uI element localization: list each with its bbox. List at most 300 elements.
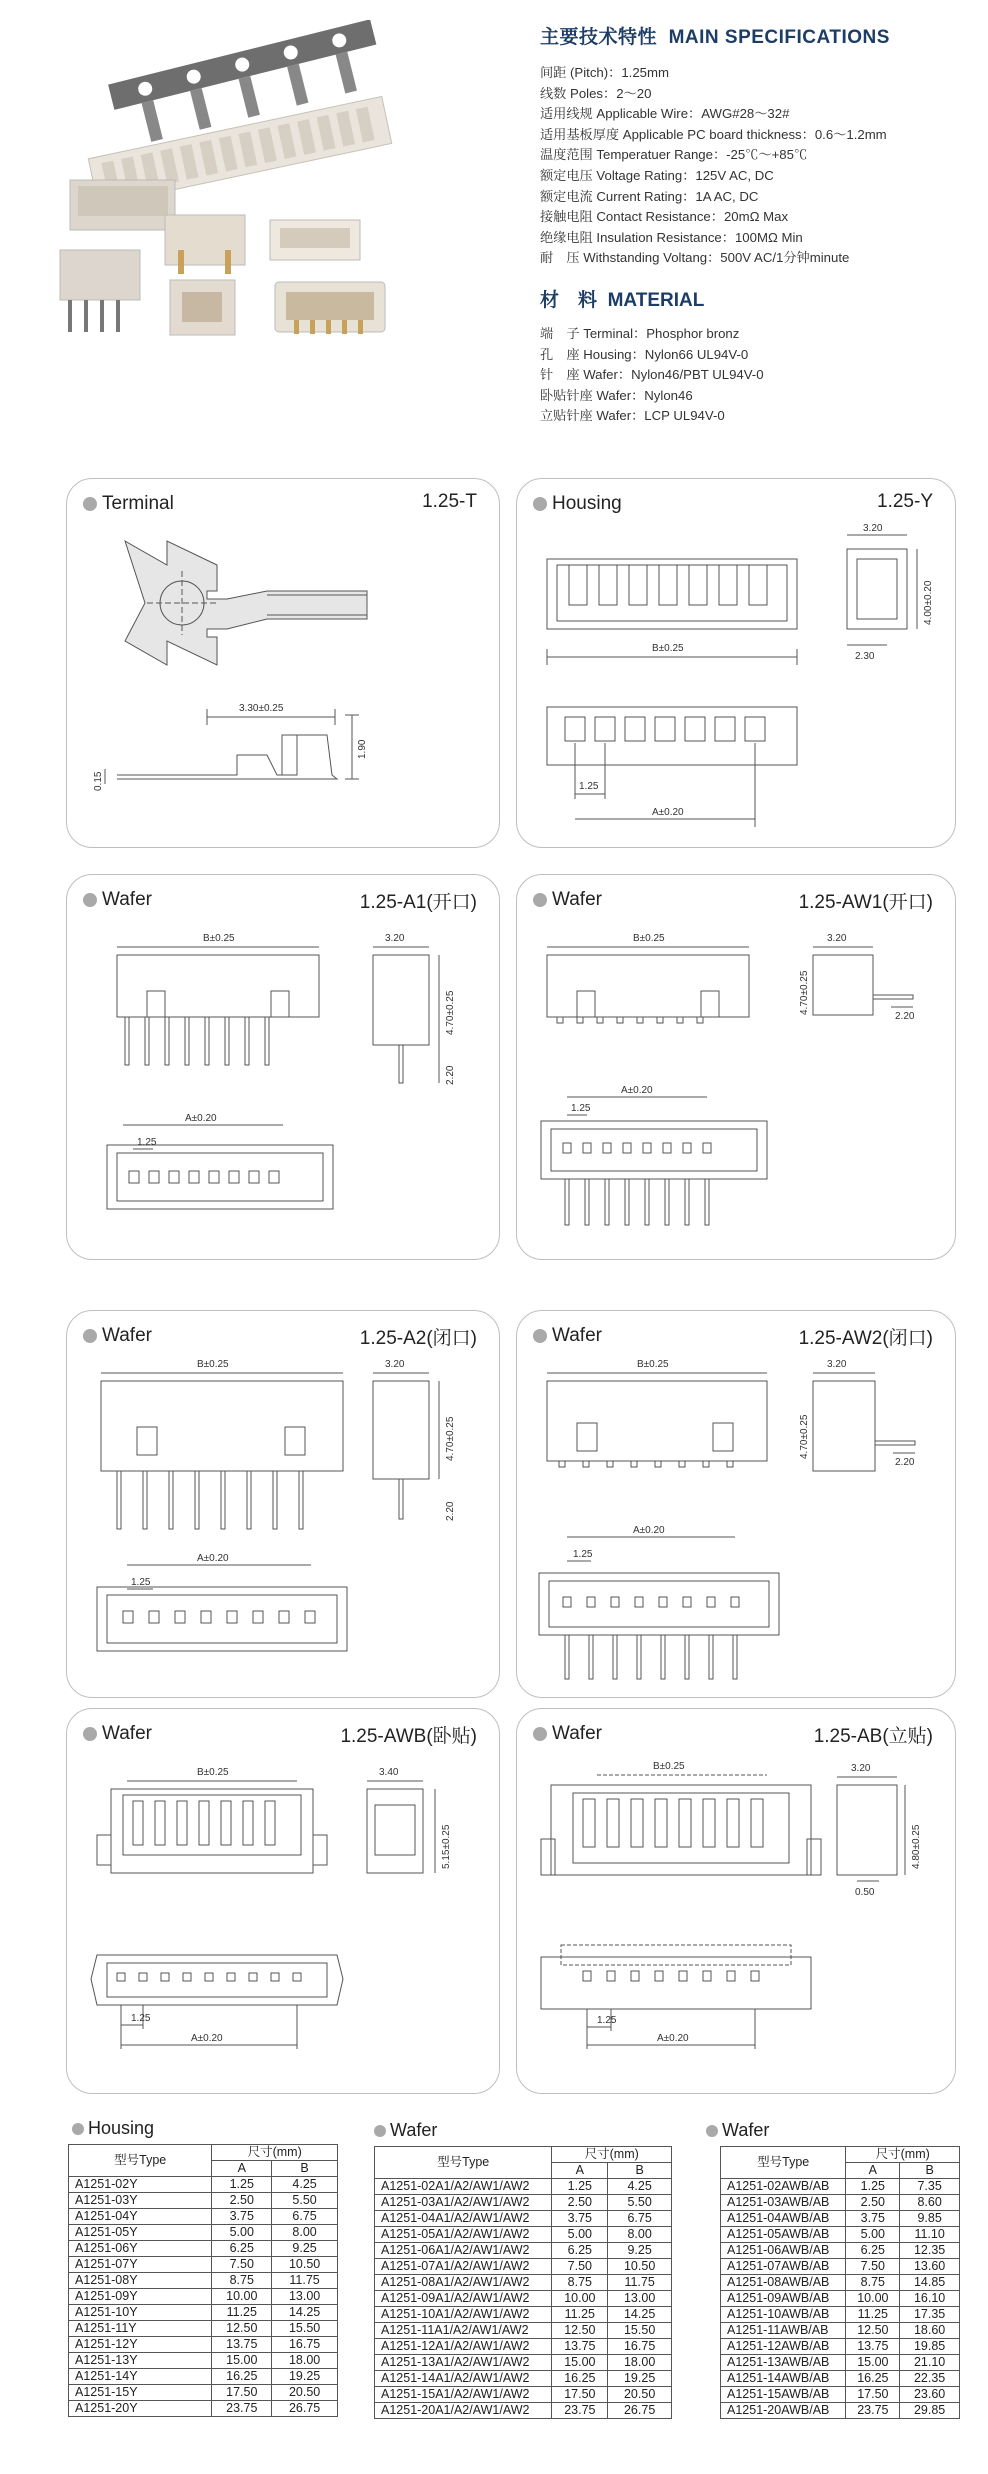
dim-label: 3.20 <box>385 1359 405 1370</box>
dim-b-cell: 17.35 <box>900 2307 960 2323</box>
dim-b-cell: 13.00 <box>272 2289 338 2305</box>
dim-label: 3.20 <box>827 1359 847 1370</box>
col-header-size: 尺寸(mm) <box>212 2145 338 2161</box>
model-cell: A1251-10Y <box>69 2305 212 2321</box>
spec-line: 间距 (Pitch)：1.25mm <box>540 65 669 80</box>
panel-header <box>83 1325 152 1347</box>
table-row <box>721 2387 960 2403</box>
model-cell: A1251-06AWB/AB <box>721 2243 846 2259</box>
dim-b-cell: 18.00 <box>272 2353 338 2369</box>
wafer-a2-drawing <box>67 1311 501 1699</box>
panel-header <box>83 1723 152 1745</box>
model-cell: A1251-04AWB/AB <box>721 2211 846 2227</box>
dim-label: 1.25 <box>131 2013 151 2024</box>
dim-b-cell: 18.00 <box>608 2355 672 2371</box>
dim-a-cell: 2.50 <box>552 2195 608 2211</box>
table-row <box>375 2355 672 2371</box>
dim-b-cell: 18.60 <box>900 2323 960 2339</box>
dim-label: A±0.20 <box>197 1553 229 1564</box>
dim-b-cell: 5.50 <box>608 2195 672 2211</box>
spec-line: 适用基板厚度 Applicable PC board thickness：0.6～1.2mm <box>540 126 887 142</box>
spec-line: 耐 压 Withstanding Voltang：500V AC/1分钟minute <box>540 250 850 266</box>
panel-header <box>533 889 602 911</box>
col-header-type: 型号Type <box>721 2147 846 2179</box>
part-code: 1.25-AWB(卧贴) <box>340 1726 477 1747</box>
dim-a-cell: 7.50 <box>552 2259 608 2275</box>
table-header-row <box>375 2147 672 2163</box>
panel-title: Wafer <box>552 1325 602 1346</box>
dim-a-cell: 17.50 <box>846 2387 900 2403</box>
wafer-awb-size-table <box>720 2146 960 2419</box>
dim-a-cell: 12.50 <box>212 2321 272 2337</box>
dim-b-cell: 16.75 <box>608 2339 672 2355</box>
material-line: 孔 座 Housing：Nylon66 UL94V-0 <box>540 346 749 362</box>
bullet-icon <box>83 1329 97 1343</box>
dim-label: B±0.25 <box>633 933 665 944</box>
part-code: 1.25-T <box>422 491 477 512</box>
table-title: Housing <box>88 2118 155 2138</box>
dim-a-cell: 6.25 <box>212 2241 272 2257</box>
table-row <box>375 2371 672 2387</box>
dim-label: A±0.20 <box>185 1113 217 1124</box>
dim-b-cell: 10.50 <box>272 2257 338 2273</box>
spec-line: 额定电压 Voltage Rating：125V AC, DC <box>540 167 774 183</box>
model-cell: A1251-12AWB/AB <box>721 2339 846 2355</box>
dim-b-cell: 8.00 <box>608 2227 672 2243</box>
model-cell: A1251-09Y <box>69 2289 212 2305</box>
material-line: 立贴针座 Wafer：LCP UL94V-0 <box>540 408 725 424</box>
dim-b-cell: 15.50 <box>608 2323 672 2339</box>
model-cell: A1251-12A1/A2/AW1/AW2 <box>375 2339 552 2355</box>
wafer-aw2-drawing-panel <box>516 1310 956 1698</box>
table-row <box>69 2401 338 2417</box>
dim-b-cell: 7.35 <box>900 2179 960 2195</box>
bullet-icon <box>83 1727 97 1741</box>
dim-a-cell: 5.00 <box>846 2227 900 2243</box>
dim-b-cell: 19.25 <box>272 2369 338 2385</box>
bullet-icon <box>706 2125 718 2137</box>
material-title <box>540 285 980 312</box>
table-row <box>69 2369 338 2385</box>
wafer-aw2-drawing <box>517 1311 957 1699</box>
model-cell: A1251-08Y <box>69 2273 212 2289</box>
bullet-icon <box>533 893 547 907</box>
model-cell: A1251-05Y <box>69 2225 212 2241</box>
dim-label: 4.70±0.25 <box>799 970 810 1015</box>
spec-line: 温度范围 Temperatuer Range：-25℃～+85℃ <box>540 147 808 163</box>
dim-a-cell: 11.25 <box>212 2305 272 2321</box>
specifications-title <box>540 22 980 49</box>
dim-b-cell: 8.00 <box>272 2225 338 2241</box>
dim-label: B±0.25 <box>197 1359 229 1370</box>
dim-a-cell: 10.00 <box>552 2291 608 2307</box>
table-row <box>375 2211 672 2227</box>
part-code: 1.25-AB(立贴) <box>813 1726 933 1747</box>
dim-a-cell: 6.25 <box>552 2243 608 2259</box>
housing-drawing <box>517 479 957 849</box>
model-cell: A1251-14AWB/AB <box>721 2371 846 2387</box>
model-cell: A1251-04Y <box>69 2209 212 2225</box>
material-line: 卧贴针座 Wafer：Nylon46 <box>540 387 693 403</box>
table-row <box>721 2339 960 2355</box>
dim-label: A±0.20 <box>652 807 684 818</box>
dim-a-cell: 2.50 <box>846 2195 900 2211</box>
wafer-awb-table-heading <box>706 2120 769 2141</box>
dim-b-cell: 14.25 <box>608 2307 672 2323</box>
wafer-aw1-drawing <box>517 875 957 1261</box>
dim-label: 0.15 <box>93 771 104 791</box>
table-row <box>375 2243 672 2259</box>
dim-b-cell: 10.50 <box>608 2259 672 2275</box>
part-code: 1.25-AW2(闭口) <box>798 1328 933 1349</box>
table-row <box>721 2291 960 2307</box>
dim-a-cell: 1.25 <box>846 2179 900 2195</box>
dim-b-cell: 16.75 <box>272 2337 338 2353</box>
table-row <box>69 2305 338 2321</box>
dim-label: 4.70±0.25 <box>445 990 456 1035</box>
dim-label: 1.25 <box>571 1103 591 1114</box>
dim-label: 1.90 <box>357 739 368 759</box>
model-cell: A1251-20AWB/AB <box>721 2403 846 2419</box>
spec-line: 适用线规 Applicable Wire：AWG#28～32# <box>540 106 790 122</box>
bullet-icon <box>533 497 547 511</box>
model-cell: A1251-10AWB/AB <box>721 2307 846 2323</box>
col-header-b: B <box>608 2163 672 2179</box>
dim-a-cell: 1.25 <box>212 2177 272 2193</box>
part-code: 1.25-Y <box>877 491 933 512</box>
dim-label: 2.20 <box>895 1457 915 1468</box>
specifications-block <box>540 22 980 427</box>
bullet-icon <box>533 1329 547 1343</box>
spec-line: 绝缘电阻 Insulation Resistance：100MΩ Min <box>540 229 803 245</box>
model-cell: A1251-07A1/A2/AW1/AW2 <box>375 2259 552 2275</box>
dim-b-cell: 19.25 <box>608 2371 672 2387</box>
dim-a-cell: 7.50 <box>846 2259 900 2275</box>
model-cell: A1251-11AWB/AB <box>721 2323 846 2339</box>
panel-title: Wafer <box>102 889 152 910</box>
dim-label: 5.15±0.25 <box>441 1824 452 1869</box>
spec-line: 接触电阻 Contact Resistance：20mΩ Max <box>540 209 789 225</box>
dim-b-cell: 9.25 <box>608 2243 672 2259</box>
panel-title: Wafer <box>102 1723 152 1744</box>
dim-a-cell: 23.75 <box>846 2403 900 2419</box>
dim-a-cell: 10.00 <box>846 2291 900 2307</box>
table-row <box>721 2403 960 2419</box>
table-row <box>69 2177 338 2193</box>
dim-label: 2.30 <box>855 651 875 662</box>
dim-b-cell: 20.50 <box>272 2385 338 2401</box>
col-header-a: A <box>212 2161 272 2177</box>
dim-label: B±0.25 <box>652 643 684 654</box>
dim-b-cell: 13.60 <box>900 2259 960 2275</box>
table-row <box>375 2195 672 2211</box>
table-row <box>69 2257 338 2273</box>
dim-label: 1.25 <box>137 1137 157 1148</box>
dim-a-cell: 11.25 <box>552 2307 608 2323</box>
dim-b-cell: 13.00 <box>608 2291 672 2307</box>
table-row <box>69 2337 338 2353</box>
dim-label: 3.20 <box>863 523 883 534</box>
model-cell: A1251-11Y <box>69 2321 212 2337</box>
table-title: Wafer <box>722 2120 770 2140</box>
wafer-a1-drawing-panel <box>66 874 500 1260</box>
dim-label: B±0.25 <box>637 1359 669 1370</box>
wafer-a2-drawing-panel <box>66 1310 500 1698</box>
dim-a-cell: 15.00 <box>846 2355 900 2371</box>
dim-label: 0.50 <box>855 1887 875 1898</box>
table-row <box>375 2227 672 2243</box>
dim-label: 1.25 <box>131 1577 151 1588</box>
dim-label: 2.20 <box>445 1065 456 1085</box>
dim-a-cell: 5.00 <box>212 2225 272 2241</box>
table-row <box>721 2211 960 2227</box>
dim-b-cell: 6.75 <box>272 2209 338 2225</box>
model-cell: A1251-09AWB/AB <box>721 2291 846 2307</box>
table-row <box>375 2339 672 2355</box>
wafer-a1-drawing <box>67 875 501 1261</box>
terminal-drawing-panel <box>66 478 500 848</box>
dim-a-cell: 16.25 <box>552 2371 608 2387</box>
table-row <box>721 2307 960 2323</box>
model-cell: A1251-15A1/A2/AW1/AW2 <box>375 2387 552 2403</box>
housing-drawing-panel <box>516 478 956 848</box>
dim-b-cell: 19.85 <box>900 2339 960 2355</box>
model-cell: A1251-02AWB/AB <box>721 2179 846 2195</box>
table-row <box>721 2355 960 2371</box>
model-cell: A1251-07Y <box>69 2257 212 2273</box>
dim-b-cell: 21.10 <box>900 2355 960 2371</box>
dim-b-cell: 26.75 <box>608 2403 672 2419</box>
dim-b-cell: 6.75 <box>608 2211 672 2227</box>
model-cell: A1251-03AWB/AB <box>721 2195 846 2211</box>
dim-a-cell: 11.25 <box>846 2307 900 2323</box>
panel-header <box>533 1723 602 1745</box>
dim-label: B±0.25 <box>203 933 235 944</box>
col-header-type: 型号Type <box>375 2147 552 2179</box>
model-cell: A1251-13A1/A2/AW1/AW2 <box>375 2355 552 2371</box>
model-cell: A1251-20A1/A2/AW1/AW2 <box>375 2403 552 2419</box>
model-cell: A1251-11A1/A2/AW1/AW2 <box>375 2323 552 2339</box>
model-cell: A1251-05A1/A2/AW1/AW2 <box>375 2227 552 2243</box>
table-row <box>69 2289 338 2305</box>
dim-a-cell: 2.50 <box>212 2193 272 2209</box>
dim-a-cell: 5.00 <box>552 2227 608 2243</box>
wafer-size-table <box>374 2146 672 2419</box>
col-header-b: B <box>272 2161 338 2177</box>
model-cell: A1251-15Y <box>69 2385 212 2401</box>
dim-a-cell: 1.25 <box>552 2179 608 2195</box>
table-row <box>375 2275 672 2291</box>
dim-b-cell: 9.85 <box>900 2211 960 2227</box>
spec-line: 线数 Poles：2～20 <box>540 85 652 101</box>
dim-label: 2.20 <box>445 1501 456 1521</box>
dim-b-cell: 29.85 <box>900 2403 960 2419</box>
dim-a-cell: 15.00 <box>212 2353 272 2369</box>
dim-label: 4.70±0.25 <box>445 1416 456 1461</box>
wafer-awb-drawing <box>67 1709 501 2095</box>
material-title-en: MATERIAL <box>607 289 705 311</box>
table-title: Wafer <box>390 2120 438 2140</box>
wafer-ab-drawing-panel <box>516 1708 956 2094</box>
table-row <box>721 2243 960 2259</box>
dim-a-cell: 23.75 <box>552 2403 608 2419</box>
dim-b-cell: 23.60 <box>900 2387 960 2403</box>
dim-label: 1.25 <box>573 1549 593 1560</box>
table-row <box>69 2321 338 2337</box>
table-row <box>721 2259 960 2275</box>
wafer-ab-drawing <box>517 1709 957 2095</box>
dim-a-cell: 3.75 <box>846 2211 900 2227</box>
dim-b-cell: 22.35 <box>900 2371 960 2387</box>
dim-a-cell: 23.75 <box>212 2401 272 2417</box>
model-cell: A1251-05AWB/AB <box>721 2227 846 2243</box>
col-header-a: A <box>846 2163 900 2179</box>
table-row <box>375 2179 672 2195</box>
model-cell: A1251-14Y <box>69 2369 212 2385</box>
table-row <box>375 2403 672 2419</box>
dim-label: 4.70±0.25 <box>799 1414 810 1459</box>
col-header-a: A <box>552 2163 608 2179</box>
table-row <box>69 2209 338 2225</box>
dim-b-cell: 14.25 <box>272 2305 338 2321</box>
model-cell: A1251-03A1/A2/AW1/AW2 <box>375 2195 552 2211</box>
panel-title: Terminal <box>102 493 174 514</box>
model-cell: A1251-02Y <box>69 2177 212 2193</box>
table-row <box>721 2227 960 2243</box>
dim-a-cell: 8.75 <box>212 2273 272 2289</box>
model-cell: A1251-14A1/A2/AW1/AW2 <box>375 2371 552 2387</box>
dim-b-cell: 11.10 <box>900 2227 960 2243</box>
material-line: 端 子 Terminal：Phosphor bronz <box>540 325 740 341</box>
dim-a-cell: 13.75 <box>552 2339 608 2355</box>
specifications-title-en: MAIN SPECIFICATIONS <box>668 27 890 48</box>
dim-b-cell: 15.50 <box>272 2321 338 2337</box>
housing-table-heading <box>72 2118 154 2139</box>
dim-b-cell: 5.50 <box>272 2193 338 2209</box>
dim-a-cell: 8.75 <box>846 2275 900 2291</box>
dim-b-cell: 11.75 <box>272 2273 338 2289</box>
dim-b-cell: 8.60 <box>900 2195 960 2211</box>
panel-title: Wafer <box>552 889 602 910</box>
dim-label: 4.80±0.25 <box>911 1824 922 1869</box>
bullet-icon <box>374 2125 386 2137</box>
model-cell: A1251-20Y <box>69 2401 212 2417</box>
model-cell: A1251-12Y <box>69 2337 212 2353</box>
table-row <box>721 2179 960 2195</box>
table-header-row <box>69 2145 338 2161</box>
panel-header <box>83 889 152 911</box>
dim-label: 1.25 <box>597 2015 617 2026</box>
panel-title: Wafer <box>552 1723 602 1744</box>
part-code: 1.25-A2(闭口) <box>359 1328 477 1349</box>
model-cell: A1251-15AWB/AB <box>721 2387 846 2403</box>
dim-b-cell: 4.25 <box>272 2177 338 2193</box>
model-cell: A1251-06Y <box>69 2241 212 2257</box>
dim-label: 3.40 <box>379 1767 399 1778</box>
panel-title: Housing <box>552 493 622 514</box>
table-row <box>69 2273 338 2289</box>
dim-b-cell: 16.10 <box>900 2291 960 2307</box>
dim-a-cell: 10.00 <box>212 2289 272 2305</box>
material-line: 针 座 Wafer：Nylon46/PBT UL94V-0 <box>540 367 764 383</box>
dim-a-cell: 12.50 <box>846 2323 900 2339</box>
part-code: 1.25-AW1(开口) <box>798 892 933 913</box>
dim-label: A±0.20 <box>621 1085 653 1096</box>
model-cell: A1251-02A1/A2/AW1/AW2 <box>375 2179 552 2195</box>
dim-label: 2.20 <box>895 1011 915 1022</box>
table-row <box>721 2371 960 2387</box>
dim-a-cell: 16.25 <box>846 2371 900 2387</box>
dim-a-cell: 7.50 <box>212 2257 272 2273</box>
table-row <box>69 2353 338 2369</box>
dim-a-cell: 6.25 <box>846 2243 900 2259</box>
model-cell: A1251-13Y <box>69 2353 212 2369</box>
dim-b-cell: 14.85 <box>900 2275 960 2291</box>
dim-label: A±0.20 <box>657 2033 689 2044</box>
col-header-size: 尺寸(mm) <box>846 2147 960 2163</box>
dim-a-cell: 16.25 <box>212 2369 272 2385</box>
dim-label: 4.00±0.20 <box>923 580 934 625</box>
model-cell: A1251-08AWB/AB <box>721 2275 846 2291</box>
table-row <box>69 2225 338 2241</box>
dim-label: 3.20 <box>827 933 847 944</box>
table-row <box>69 2241 338 2257</box>
dim-label: 3.20 <box>385 933 405 944</box>
panel-title: Wafer <box>102 1325 152 1346</box>
dim-a-cell: 3.75 <box>212 2209 272 2225</box>
dim-a-cell: 17.50 <box>552 2387 608 2403</box>
bullet-icon <box>533 1727 547 1741</box>
table-row <box>375 2387 672 2403</box>
dim-b-cell: 20.50 <box>608 2387 672 2403</box>
terminal-drawing <box>67 479 501 849</box>
bullet-icon <box>83 497 97 511</box>
dim-label: 3.30±0.25 <box>239 703 284 714</box>
part-code: 1.25-A1(开口) <box>359 892 477 913</box>
model-cell: A1251-06A1/A2/AW1/AW2 <box>375 2243 552 2259</box>
model-cell: A1251-13AWB/AB <box>721 2355 846 2371</box>
dim-a-cell: 17.50 <box>212 2385 272 2401</box>
dim-a-cell: 15.00 <box>552 2355 608 2371</box>
specifications-title-cn: 主要技术特性 <box>540 27 658 48</box>
table-row <box>721 2195 960 2211</box>
material-title-cn: 材 料 <box>540 289 598 311</box>
table-row <box>375 2291 672 2307</box>
table-header-row <box>721 2147 960 2163</box>
dim-label: A±0.20 <box>633 1525 665 1536</box>
dim-a-cell: 13.75 <box>212 2337 272 2353</box>
col-header-size: 尺寸(mm) <box>552 2147 672 2163</box>
dim-a-cell: 8.75 <box>552 2275 608 2291</box>
dim-a-cell: 13.75 <box>846 2339 900 2355</box>
table-row <box>69 2193 338 2209</box>
model-cell: A1251-08A1/A2/AW1/AW2 <box>375 2275 552 2291</box>
dim-b-cell: 26.75 <box>272 2401 338 2417</box>
table-row <box>721 2275 960 2291</box>
model-cell: A1251-04A1/A2/AW1/AW2 <box>375 2211 552 2227</box>
panel-header <box>533 493 622 515</box>
table-row <box>721 2323 960 2339</box>
dim-a-cell: 3.75 <box>552 2211 608 2227</box>
model-cell: A1251-03Y <box>69 2193 212 2209</box>
dim-label: B±0.25 <box>653 1761 685 1772</box>
table-row <box>375 2323 672 2339</box>
dim-b-cell: 12.35 <box>900 2243 960 2259</box>
col-header-type: 型号Type <box>69 2145 212 2177</box>
model-cell: A1251-07AWB/AB <box>721 2259 846 2275</box>
wafer-table-heading <box>374 2120 437 2141</box>
panel-header <box>83 493 174 515</box>
